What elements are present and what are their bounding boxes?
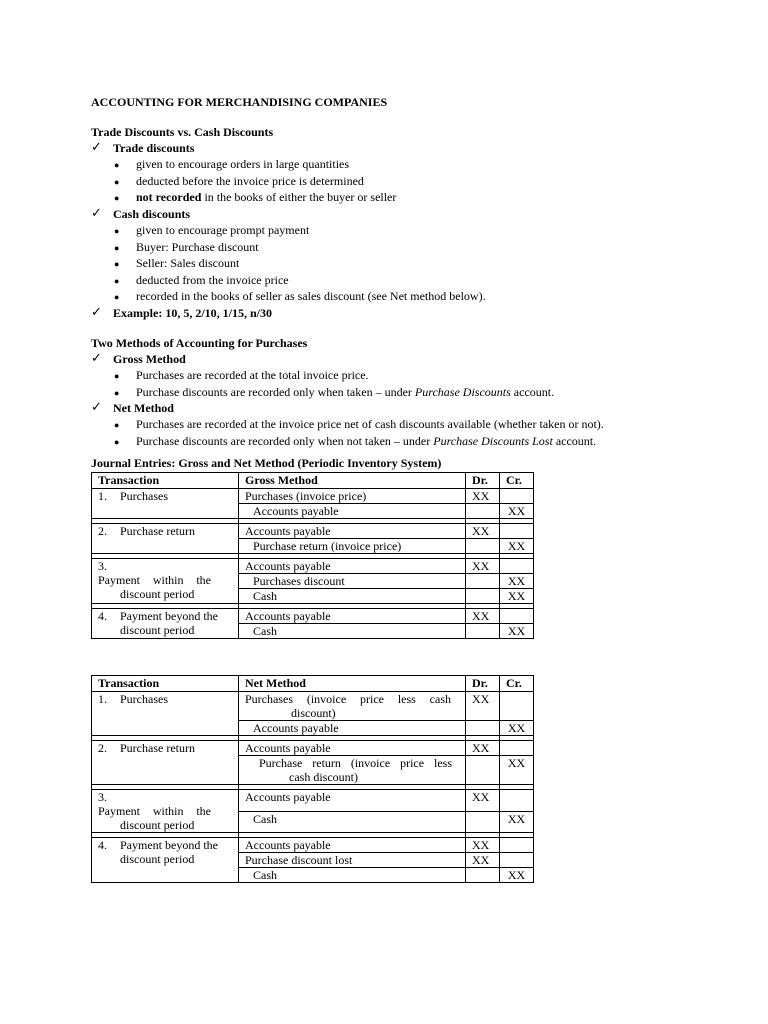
credit-cell: XX [500,624,534,639]
credit-cell: XX [500,589,534,604]
debit-cell [466,811,500,833]
list-item: deducted from the invoice price [136,273,289,287]
transaction-name: Purchase return [120,524,195,538]
account-text: Purchases (invoice price less cash [245,692,451,706]
transaction-number: 2. [98,524,107,538]
list-item: deducted before the invoice price is determined [136,174,364,188]
transaction-name: Payment beyond the [120,609,218,623]
debit-cell: XX [466,559,500,574]
transaction-name: Payment within the [98,573,211,587]
credit-cell: XX [500,811,534,833]
gross-method-table [91,472,534,639]
account-cell: Accounts payable [239,721,466,736]
not-recorded-emphasis: not recorded [136,190,202,204]
document-title: ACCOUNTING FOR MERCHANDISING COMPANIES [91,95,388,109]
bullet-icon: ● [114,371,120,381]
transaction-number: 1. [98,489,107,503]
debit-cell [466,721,500,736]
transaction-cell [92,741,239,785]
transaction-number: 3. [98,559,107,573]
list-item: given to encourage orders in large quantities [136,157,350,171]
col-header-transaction: Transaction [92,473,239,489]
debit-cell: XX [466,741,500,756]
list-item: Purchases are recorded at the invoice price net of cash discounts available (whether taken or not). [136,417,604,431]
list-item-rest: in the books of either the buyer or seller [201,190,397,204]
checkmark-icon: ✓ [91,304,102,319]
credit-cell [500,524,534,539]
list-item-text: account. [510,385,555,399]
account-cell [239,756,466,785]
account-cell: Accounts payable [239,741,466,756]
debit-cell: XX [466,609,500,624]
transaction-cell [92,609,239,639]
debit-cell [466,539,500,554]
bullet-icon: ● [114,292,120,302]
debit-cell [466,589,500,604]
account-cell: Accounts payable [239,504,466,519]
bullet-icon: ● [114,437,120,447]
list-item: recorded in the books of seller as sales discount (see Net method below). [136,289,486,303]
table-row [92,524,534,539]
cash-discounts-label: Cash discounts [113,207,191,221]
transaction-name: Purchases [120,489,168,503]
account-cell: Cash [239,811,466,833]
transaction-number: 4. [98,838,107,852]
trade-discounts-label: Trade discounts [113,141,195,155]
debit-cell [466,756,500,785]
account-cell: Purchases discount [239,574,466,589]
account-cell: Purchase discount lost [239,853,466,868]
transaction-number: 3. [98,790,107,804]
transaction-cell [92,524,239,554]
debit-cell: XX [466,489,500,504]
transaction-cell [92,559,239,604]
credit-cell: XX [500,721,534,736]
transaction-number: 4. [98,609,107,623]
bullet-icon: ● [114,420,120,430]
transaction-name-cont: discount period [120,623,195,637]
col-header-cr: Cr. [500,473,534,489]
debit-cell [466,868,500,883]
list-item [136,434,596,448]
credit-cell [500,559,534,574]
credit-cell: XX [500,868,534,883]
credit-cell [500,692,534,721]
debit-cell [466,624,500,639]
list-item-text: Purchase discounts are recorded only when taken – under [136,385,415,399]
list-item [136,385,554,399]
debit-cell [466,574,500,589]
account-cell: Cash [239,589,466,604]
account-cell: Accounts payable [239,559,466,574]
list-item: Seller: Sales discount [136,256,240,270]
list-item-text: Purchase discounts are recorded only when not taken – under [136,434,434,448]
bullet-icon: ● [114,259,120,269]
transaction-name: Payment within the [98,804,211,818]
checkmark-icon: ✓ [91,139,102,154]
credit-cell: XX [500,756,534,785]
checkmark-icon: ✓ [91,350,102,365]
table-row [92,609,534,624]
account-cell [239,692,466,721]
table-header-row [92,473,534,489]
bullet-icon: ● [114,160,120,170]
transaction-name-cont: discount period [120,818,195,832]
bullet-icon: ● [114,193,120,203]
transaction-name: Purchases [120,692,168,706]
account-name: Purchase Discounts [414,385,511,399]
debit-cell: XX [466,838,500,853]
account-cell: Purchases (invoice price) [239,489,466,504]
debit-cell: XX [466,790,500,812]
debit-cell: XX [466,524,500,539]
debit-cell [466,504,500,519]
table-row [92,559,534,574]
col-header-method: Gross Method [239,473,466,489]
credit-cell [500,838,534,853]
credit-cell: XX [500,539,534,554]
transaction-name-cont: discount period [120,852,195,866]
table-row [92,489,534,504]
account-cell: Accounts payable [239,838,466,853]
credit-cell [500,489,534,504]
section-heading-methods: Two Methods of Accounting for Purchases [91,336,308,350]
bullet-icon: ● [114,226,120,236]
bullet-icon: ● [114,276,120,286]
credit-cell: XX [500,504,534,519]
transaction-number: 1. [98,692,107,706]
section-heading-discounts: Trade Discounts vs. Cash Discounts [91,125,274,139]
checkmark-icon: ✓ [91,399,102,414]
account-text-cont: cash discount) [289,770,358,784]
transaction-name: Purchase return [120,741,195,755]
transaction-cell [92,489,239,519]
transaction-name-cont: discount period [120,587,195,601]
example-line: Example: 10, 5, 2/10, 1/15, n/30 [113,306,273,320]
account-text-cont: discount) [291,706,336,720]
col-header-dr: Dr. [466,676,500,692]
table-row [92,790,534,812]
bullet-icon: ● [114,177,120,187]
account-cell: Accounts payable [239,609,466,624]
credit-cell [500,609,534,624]
account-cell: Cash [239,624,466,639]
account-cell: Purchase return (invoice price) [239,539,466,554]
net-method-table [91,675,534,883]
col-header-cr: Cr. [500,676,534,692]
col-header-method: Net Method [239,676,466,692]
transaction-name: Payment beyond the [120,838,218,852]
table-header-row [92,676,534,692]
account-cell: Accounts payable [239,524,466,539]
account-cell: Cash [239,868,466,883]
journal-entries-heading: Journal Entries: Gross and Net Method (Periodic Inventory System) [91,456,442,470]
transaction-cell [92,790,239,833]
list-item-text: account. [552,434,597,448]
credit-cell [500,741,534,756]
transaction-number: 2. [98,741,107,755]
credit-cell: XX [500,574,534,589]
list-item [136,190,396,204]
transaction-cell [92,692,239,736]
list-item: Buyer: Purchase discount [136,240,259,254]
checkmark-icon: ✓ [91,205,102,220]
table-row [92,692,534,721]
list-item: Purchases are recorded at the total invoice price. [136,368,369,382]
transaction-cell [92,838,239,883]
net-method-label: Net Method [113,401,174,415]
account-cell: Accounts payable [239,790,466,812]
credit-cell [500,853,534,868]
col-header-transaction: Transaction [92,676,239,692]
table-row [92,838,534,853]
gross-method-label: Gross Method [113,352,186,366]
debit-cell: XX [466,853,500,868]
account-name: Purchase Discounts Lost [433,434,553,448]
credit-cell [500,790,534,812]
bullet-icon: ● [114,388,120,398]
account-text: Purchase return (invoice price less [259,756,452,770]
col-header-dr: Dr. [466,473,500,489]
list-item: given to encourage prompt payment [136,223,310,237]
bullet-icon: ● [114,243,120,253]
debit-cell: XX [466,692,500,721]
table-row [92,741,534,756]
